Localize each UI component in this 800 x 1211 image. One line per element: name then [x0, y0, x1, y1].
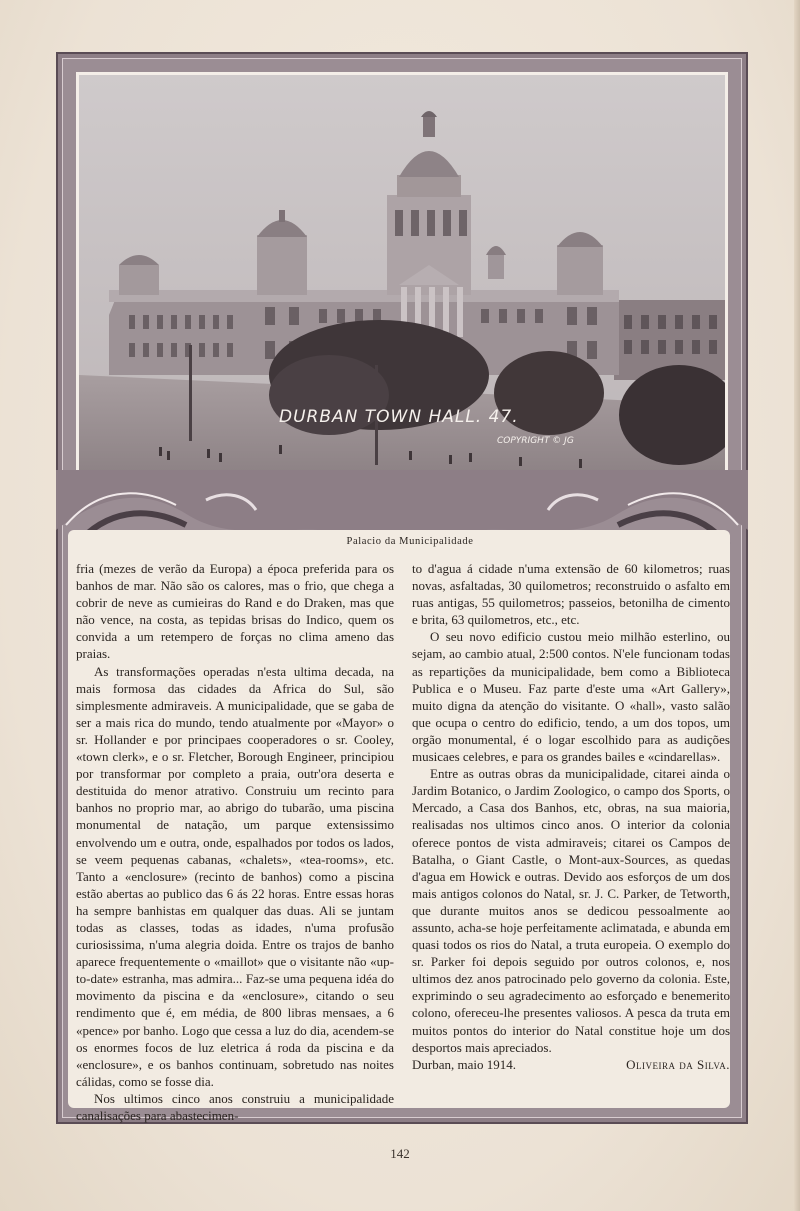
paragraph: Entre as outras obras da municipalidade, citarei ainda o Jardim Botanico, o Jardim Zoologico, o campo dos Sports, o Mercado, a Casa dos Banhos, etc, obras, na sua maioria, realisadas nos ultimos cinco anos. O interior da colonia oferece pontos de vista admiraveis; citarei os Campos de Batalha, o Giant Castle, o Mont-aux-Sources, as quedas d'agua em Howick e outras. Devido aos esforços de um dos mais antigos colonos do Natal, sr. J. C. Parker, de Tetworth, que durante muitos anos se dedicou pessoalmente ao assunto, acha-se hoje perfeitamente aclimatada, e abunda em quasi todos os rios do Natal, a truta europeia. O exemplo do sr. Parker foi depois seguido por outros colonos, e, nos ultimos dez anos patrocinado pelo governo da colonia. Este, exprimindo o seu agradecimento ao esforçado e benemerito colono, ofereceu-lhe presentes valiosos. A pesca da truta em muitos pontos do interior do Natal constitue hoje um dos desportos mais apreciados. [412, 766, 730, 1055]
town-hall-illustration [79, 75, 725, 471]
paragraph: As transformações operadas n'esta ultima decada, na mais formosa das cidades da Africa do Sul, são simplesmente admiraveis. A municipalidade, que se gaba de ser a mais rica do mundo, tendo atualmente por «Mayor» o sr. Hollander e por principaes cooperadores o sr. Cooley, «town clerk», e o sr. Fletcher, Borough Engineer, principiou por transformar por completo a praia, outr'ora deserta e destituida do menor atrativo. Construiu um recinto para banhos no proprio mar, ao abrigo do tubarão, uma piscina monumental de natação, um parque extensissimo envolvendo um e outra, onde, espalhados por todos os lados, se veem pequenas cabanas, «chalets», «tea-rooms», etc. Tanto a «enclosure» (recinto de banhos) como a piscina estão abertas ao publico das 6 ás 22 horas. Entre essas horas ha sempre banhistas em qualquer das duas. Ali se juntam todas as classes, todas as idades, n'uma profusão curiosissima, n'uma alegria doida. Entre os trajos de banho aparece frequentemente o «maillot» que o visitante não «up-to-date» estranha, mas admira... Faz-se uma pequena idéa do movimento da piscina e da «enclosure», citando o seu rendimento que é, em média, de 800 libras mensaes, a 6 «pence» por banho. Logo que cessa a luz do dia, acendem-se os enormes focos de luz eletrica á roda da piscina e da «enclosure», e os banhos continuam, sobretudo nas noites cálidas, como se fosse dia. [76, 663, 394, 1089]
signature-line [412, 1056, 730, 1073]
place-date: Durban, maio 1914. [412, 1056, 516, 1072]
paragraph: to d'agua á cidade n'uma extensão de 60 kilometros; ruas novas, asfaltadas, 30 quilometros; reconstruido o asfalto em ruas antigas, 55 quilometros; passeios, betonilha de cimento e brita, 63 quilometros, etc., etc. [412, 561, 730, 628]
photo-label: DURBAN TOWN HALL. 47. [279, 407, 519, 427]
page-number: 142 [390, 1146, 410, 1161]
paragraph: fria (mezes de verão da Europa) a época preferida para os banhos de mar. Não são os calores, mas o frio, que chega a cobrir de neve as cumieiras do Rand e do Draken, mas que não vence, na costa, as tepidas brisas do Indico, quem os convida a um retempero de forças no clima ameno das praias. [76, 561, 394, 662]
page-edge [794, 0, 800, 1211]
left-column [76, 560, 394, 1124]
paragraph: Nos ultimos cinco anos construiu a municipalidade canalisações para abastecimen- [76, 1090, 394, 1123]
photo-copyright: COPYRIGHT © JG [497, 436, 574, 446]
paragraph: O seu novo edificio custou meio milhão esterlino, ou sejam, ao cambio atual, 2:500 contos. N'ele funcionam todas as repartições da municipalidade, bem como a Biblioteca Publica e o Museu. Faz parte d'este uma «Art Gallery», muito digna da atenção do visitante. O «hall», vasto salão que ocupa o centro do edificio, tendo, a um dos topos, um orgão monumental, é o logar escolhido para as audições musicaes celebres, e para os grandes bailes e «cindarellas». [412, 629, 730, 765]
right-column [412, 560, 730, 1073]
author-name: Oliveira da Silva. [626, 1056, 730, 1072]
photo-caption: Palacio da Municipalidade [346, 536, 474, 547]
town-hall-photo [76, 72, 728, 474]
